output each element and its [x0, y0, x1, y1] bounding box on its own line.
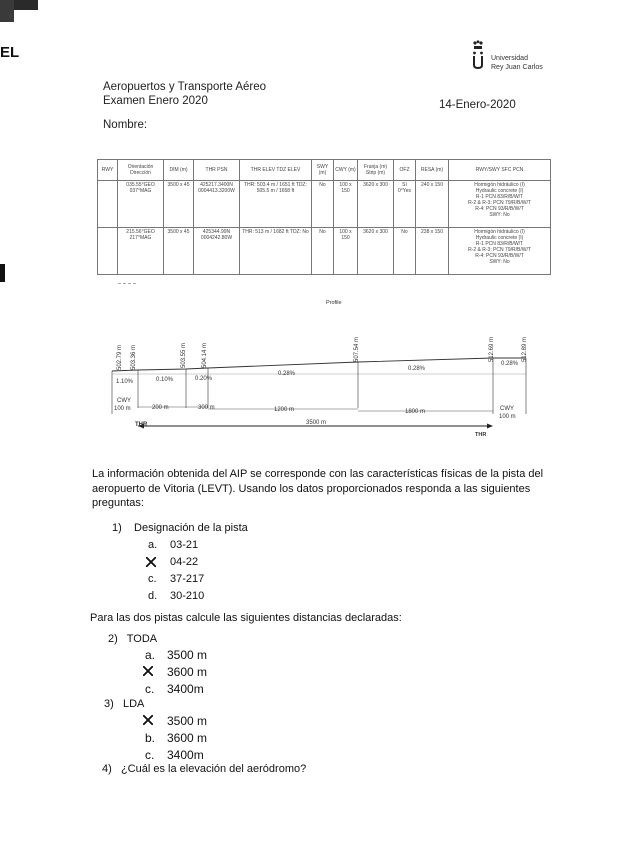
pcn-line: SWY: No [489, 212, 510, 218]
pcn-line: SWY: No [489, 259, 510, 265]
cell-swy: No [312, 228, 334, 275]
question-number: 2) [108, 633, 118, 645]
question-text: LDA [122, 698, 145, 710]
slope-label: 0.20% [195, 376, 213, 382]
col-resa: RESA (m) [416, 160, 449, 181]
margin-binder-mark [0, 264, 5, 282]
answer-option[interactable] [148, 539, 198, 551]
cell-resa: 238 x 150 [416, 228, 449, 275]
cell-rwy [98, 181, 118, 228]
name-label: Nombre: [103, 119, 148, 131]
option-letter: a. [148, 539, 158, 551]
option-text: 3400m [167, 748, 204, 762]
margin-text: EL [0, 44, 20, 61]
answer-option[interactable] [145, 731, 207, 745]
cell-elev: THR: 503.4 m / 1651 ft TDZ: 505.5 m / 1658 ft [240, 181, 312, 228]
logo-line1: Universidad [491, 55, 528, 62]
option-letter: c. [148, 573, 157, 585]
elevation-label: 503.55 m [181, 342, 187, 368]
option-text: 3600 m [167, 731, 208, 745]
cell-rwy [98, 228, 118, 275]
total-length-label: 3500 m [306, 420, 327, 426]
cell-pcn [449, 181, 551, 228]
answer-option[interactable] [148, 590, 204, 602]
scan-dash [118, 283, 136, 285]
col-thr: THR PSN [194, 160, 240, 181]
segment-label: 1800 m [405, 409, 426, 415]
elevation-label: 507.54 m [354, 336, 360, 362]
pcn-line: R-4: PCN 93/R/B/W/T [475, 253, 524, 259]
segment-label: 300 m [198, 405, 215, 411]
slope-label: 0.28% [278, 371, 296, 377]
urjc-crown-icon [470, 40, 486, 70]
question-number: 3) [104, 698, 114, 710]
pcn-line: R-2 & R-3: PCN 79/R/B/W/T [468, 247, 531, 253]
answer-option[interactable] [148, 573, 204, 585]
exam-header [103, 80, 266, 108]
slope-label: 0.28% [408, 366, 426, 372]
pcn-line: R-1 PCN 83/R/B/W/T [475, 194, 524, 200]
elevation-label: 503.36 m [131, 344, 137, 370]
thr-right-label: THR [475, 432, 487, 438]
cell-cwy: 100 x 150 [334, 181, 358, 228]
option-letter: a. [145, 648, 156, 662]
option-letter [148, 556, 158, 568]
col-strip: Franja (m) Strip (m) [358, 160, 394, 181]
thr-left-label: THR [135, 422, 148, 428]
option-text: 3500 m [167, 648, 208, 662]
question-3 [104, 697, 144, 711]
cell-ofz: No [394, 228, 416, 275]
cell-strip: 3620 x 300 [358, 181, 394, 228]
col-rwy: RWY [98, 160, 118, 181]
question-number: 1) [112, 522, 122, 534]
section-heading: Para las dos pistas calcule las siguientes distancias declaradas: [90, 612, 402, 624]
cwy-right-length: 100 m [499, 414, 516, 420]
option-letter [145, 665, 155, 679]
profile-title: Profile [326, 300, 342, 306]
option-text: 04-22 [170, 556, 199, 568]
elevation-label: 512.89 m [522, 336, 528, 362]
segment-label: 200 m [152, 405, 169, 411]
answer-option[interactable] [145, 682, 204, 696]
question-2 [108, 632, 157, 646]
col-ofz: OFZ [394, 160, 416, 181]
cell-strip: 3620 x 300 [358, 228, 394, 275]
aip-runway-table [97, 159, 551, 275]
exam-title: Examen Enero 2020 [103, 95, 208, 107]
pcn-line: Hormigón hidráulico (I) [474, 182, 525, 188]
cell-dim: 3500 x 45 [164, 228, 194, 275]
pcn-line: Hormigón hidráulico (I) [474, 229, 525, 235]
cell-dim: 3500 x 45 [164, 181, 194, 228]
pcn-line: R-4: PCN 93/R/B/W/T [475, 206, 524, 212]
pcn-line: Hydraulic concrete (I) [475, 235, 524, 241]
elevation-label: 512.69 m [489, 336, 495, 362]
answer-option-selected[interactable] [145, 714, 207, 728]
cell-swy: No [312, 181, 334, 228]
corner-mark: v [8, 10, 13, 20]
university-logo [470, 40, 543, 72]
col-elev: THR ELEV TDZ ELEV [240, 160, 312, 181]
answer-option-selected[interactable] [145, 665, 207, 679]
pcn-line: R-2 & R-3: PCN 79/R/B/W/T [468, 200, 531, 206]
question-text: Designación de la pista [134, 522, 248, 534]
pcn-line: R-1 PCN 83/R/B/W/T [475, 241, 524, 247]
option-text: 3500 m [167, 714, 208, 728]
elevation-label: 504.14 m [202, 342, 208, 368]
question-text: TODA [126, 633, 158, 645]
cell-thr: 425217.3400N 0004413.3200W [194, 181, 240, 228]
option-letter: b. [145, 731, 156, 745]
col-dim: DIM (m) [164, 160, 194, 181]
option-text: 37-217 [170, 573, 205, 585]
col-cwy: CWY (m) [334, 160, 358, 181]
intro-paragraph: La información obtenida del AIP se corresponde con las características físicas de la pista del aeropuerto de Vitoria (LEVT). Usando los datos proporcionados responda a las siguientes preguntas: [92, 468, 544, 509]
question-1 [112, 521, 248, 535]
profile-line [112, 358, 526, 371]
pcn-line: Hydraulic concrete (I) [475, 188, 524, 194]
slope-label: 0.28% [501, 361, 519, 367]
runway-profile-diagram [108, 298, 538, 440]
option-text: 3400m [167, 682, 204, 696]
cell-orientation: 215.56°GEO 217°MAG [118, 228, 164, 275]
answer-option-selected[interactable] [148, 556, 198, 568]
table-row [98, 228, 551, 275]
answer-option[interactable] [145, 748, 204, 762]
subject-title: Aeropuertos y Transporte Aéreo [103, 81, 267, 93]
option-letter: c. [145, 682, 155, 696]
col-orientation: Orientación Dirección [118, 160, 164, 181]
option-letter: c. [145, 748, 155, 762]
cwy-left-length: 100 m [114, 406, 131, 412]
cell-pcn [449, 228, 551, 275]
option-text: 03-21 [170, 539, 199, 551]
cwy-left-label: CWY [117, 398, 131, 404]
cell-orientation: 035.55°GEO 037°MAG [118, 181, 164, 228]
segment-label: 1200 m [274, 407, 295, 413]
cell-elev: THR: 513 m / 1682 ft TDZ: No [240, 228, 312, 275]
option-text: 3600 m [167, 665, 208, 679]
table-row [98, 181, 551, 228]
option-letter [145, 714, 155, 728]
col-pcn: RWY/SWY SFC PCN [449, 160, 551, 181]
option-text: 30-210 [170, 590, 205, 602]
cell-resa: 240 x 150 [416, 181, 449, 228]
option-letter: d. [148, 590, 158, 602]
arrow-right-icon [487, 424, 493, 429]
answer-option[interactable] [145, 648, 207, 662]
cwy-right-label: CWY [500, 406, 514, 412]
question-text: ¿Cuál es la elevación del aeródromo? [120, 763, 307, 775]
table-header-row [98, 160, 551, 181]
slope-label: 0.10% [156, 377, 174, 383]
question-number: 4) [102, 763, 112, 775]
cell-cwy: 100 x 150 [334, 228, 358, 275]
cell-ofz: Sí 0°Yes [394, 181, 416, 228]
elevation-label: 502.79 m [117, 344, 123, 370]
exam-date: 14-Enero-2020 [439, 99, 516, 111]
col-swy: SWY (m) [312, 160, 334, 181]
slope-label: 1.10% [116, 379, 134, 385]
cell-thr: 425344.99N 0004242.80W [194, 228, 240, 275]
logo-line2: Rey Juan Carlos [491, 64, 543, 71]
question-4 [102, 762, 306, 776]
